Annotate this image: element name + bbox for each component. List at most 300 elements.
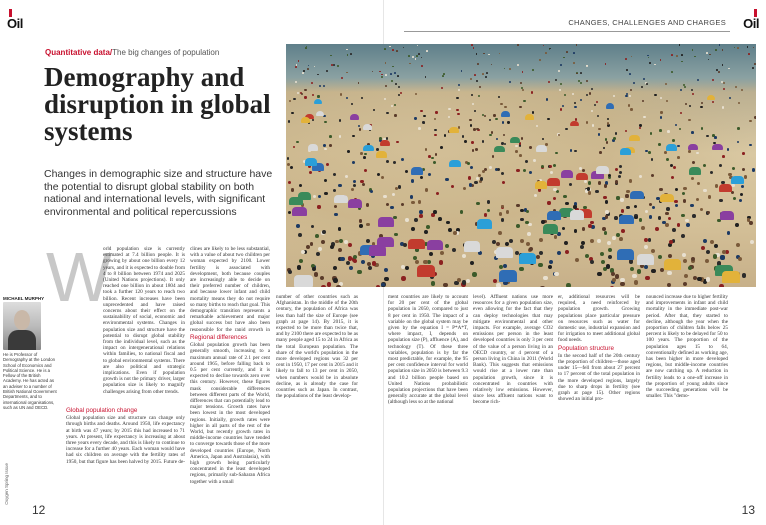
crowd-figure — [503, 134, 506, 137]
crowd-figure — [426, 225, 430, 229]
crowd-figure — [472, 149, 475, 152]
beach-tent — [298, 192, 312, 200]
article-standfirst: Changes in demographic size and structure have the potential to disrupt global stability on both national and international levels, with significant environmental and political repercussions — [44, 168, 273, 218]
crowd-figure — [482, 140, 485, 143]
crowd-figure — [573, 62, 575, 64]
crowd-figure — [385, 85, 387, 87]
crowd-figure — [326, 163, 329, 166]
crowd-figure — [666, 100, 668, 102]
crowd-figure — [423, 115, 425, 117]
crowd-figure — [483, 53, 485, 55]
crowd-figure — [700, 208, 704, 212]
crowd-figure — [376, 285, 380, 287]
crowd-figure — [646, 83, 648, 85]
crowd-figure — [457, 278, 461, 282]
crowd-figure — [738, 257, 742, 261]
crowd-figure — [419, 210, 423, 214]
crowd-figure — [507, 121, 509, 123]
crowd-figure — [599, 151, 602, 154]
crowd-figure — [681, 234, 685, 238]
crowd-figure — [542, 138, 545, 141]
body-column-7 — [646, 294, 728, 510]
crowd-figure — [578, 80, 580, 82]
crowd-figure — [384, 98, 386, 100]
crowd-figure — [740, 193, 743, 196]
crowd-figure — [384, 277, 388, 281]
crowd-figure — [290, 166, 293, 169]
crowd-figure — [431, 157, 434, 160]
crowd-figure — [446, 221, 450, 225]
crowd-figure — [487, 200, 490, 203]
crowd-figure — [598, 128, 601, 131]
crowd-figure — [448, 228, 452, 232]
crowd-figure — [684, 274, 688, 278]
crowd-figure — [603, 147, 606, 150]
crowd-figure — [540, 286, 544, 287]
crowd-figure — [462, 135, 465, 138]
beach-tent — [363, 124, 373, 130]
crowd-figure — [591, 110, 593, 112]
crowd-figure — [521, 137, 524, 140]
beach-tent — [449, 127, 459, 133]
crowd-figure — [574, 102, 576, 104]
crowd-figure — [333, 173, 336, 176]
crowd-figure — [497, 168, 500, 171]
crowd-figure — [671, 176, 674, 179]
beach-tent — [536, 145, 547, 152]
crowd-figure — [423, 260, 427, 264]
crowd-figure — [416, 55, 418, 57]
crowd-figure — [613, 137, 616, 140]
crowd-figure — [574, 106, 576, 108]
crowd-figure — [639, 127, 642, 130]
crowd-figure — [338, 184, 341, 187]
crowd-figure — [615, 180, 618, 183]
crowd-figure — [370, 190, 373, 193]
crowd-figure — [470, 261, 474, 265]
crowd-figure — [366, 239, 370, 243]
crowd-figure — [658, 255, 662, 259]
crowd-figure — [706, 135, 709, 138]
crowd-figure — [565, 128, 568, 131]
beach-tent — [301, 117, 310, 123]
crowd-figure — [324, 192, 327, 195]
crowd-figure — [725, 250, 729, 254]
crowd-figure — [338, 248, 342, 252]
crowd-figure — [527, 232, 531, 236]
crowd-figure — [754, 63, 756, 65]
crowd-figure — [719, 164, 722, 167]
crowd-figure — [749, 144, 752, 147]
crowd-figure — [299, 259, 303, 263]
crowd-figure — [558, 134, 561, 137]
crowd-figure — [445, 244, 449, 248]
crowd-figure — [344, 240, 348, 244]
crowd-figure — [679, 128, 682, 131]
crowd-figure — [604, 231, 608, 235]
crowd-figure — [714, 244, 718, 248]
crowd-figure — [340, 257, 344, 261]
crowd-figure — [353, 259, 357, 263]
crowd-figure — [346, 261, 350, 265]
crowd-figure — [632, 274, 636, 278]
crowd-figure — [366, 223, 370, 227]
crowd-figure — [288, 211, 292, 215]
crowd-figure — [705, 259, 709, 263]
crowd-figure — [363, 156, 366, 159]
crowd-figure — [346, 97, 348, 99]
crowd-figure — [317, 95, 319, 97]
crowd-figure — [515, 251, 519, 255]
crowd-figure — [480, 177, 483, 180]
crowd-figure — [613, 95, 615, 97]
crowd-figure — [612, 236, 616, 240]
crowd-figure — [545, 52, 547, 54]
crowd-figure — [619, 237, 623, 241]
crowd-figure — [671, 54, 673, 56]
crowd-figure — [735, 223, 739, 227]
crowd-figure — [415, 58, 417, 60]
crowd-figure — [345, 175, 348, 178]
crowd-figure — [667, 130, 670, 133]
crowd-figure — [670, 164, 673, 167]
crowd-figure — [312, 267, 316, 271]
crowd-figure — [405, 218, 409, 222]
crowd-figure — [582, 169, 585, 172]
crowd-figure — [680, 89, 682, 91]
crowd-figure — [386, 203, 389, 206]
crowd-figure — [358, 125, 360, 127]
crowd-figure — [472, 272, 476, 276]
crowd-figure — [333, 278, 337, 282]
body-column-6 — [558, 294, 640, 510]
crowd-figure — [603, 196, 606, 199]
crowd-figure — [324, 179, 327, 182]
crowd-figure — [550, 171, 553, 174]
beach-tent — [316, 111, 325, 116]
crowd-figure — [722, 250, 726, 254]
crowd-figure — [607, 122, 609, 124]
crowd-figure — [509, 239, 513, 243]
body-column-5 — [473, 294, 553, 510]
crowd-figure — [652, 206, 655, 209]
crowd-figure — [410, 195, 413, 198]
crowd-figure — [433, 161, 436, 164]
crowd-figure — [489, 166, 492, 169]
crowd-figure — [688, 150, 691, 153]
crowd-figure — [732, 167, 735, 170]
crowd-figure — [644, 245, 648, 249]
crowd-figure — [634, 205, 637, 208]
crowd-figure — [582, 227, 586, 231]
crowd-figure — [672, 139, 675, 142]
author-bio: He is Professor of Demography at the London School of Economics and Political Science. He is a Fellow of the British Academy. He has acted as an adviser to a number of British National Government Departments, and to international organisations, such as UN and OECD. — [3, 352, 57, 410]
crowd-figure — [401, 276, 405, 280]
crowd-figure — [351, 188, 354, 191]
crowd-figure — [749, 221, 753, 225]
crowd-figure — [742, 152, 745, 155]
crowd-figure — [616, 196, 619, 199]
crowd-figure — [686, 223, 690, 227]
crowd-figure — [364, 153, 367, 156]
crowd-figure — [298, 233, 302, 237]
crowd-figure — [442, 75, 444, 77]
crowd-figure — [625, 58, 627, 60]
crowd-figure — [677, 223, 681, 227]
page-number-left: 12 — [32, 503, 46, 517]
crowd-figure — [548, 265, 552, 269]
crowd-figure — [523, 169, 526, 172]
crowd-figure — [392, 49, 394, 51]
crowd-figure — [681, 214, 685, 218]
crowd-figure — [555, 79, 557, 81]
crowd-figure — [353, 255, 357, 259]
crowd-figure — [554, 235, 558, 239]
crowd-figure — [477, 63, 479, 65]
crowd-figure — [340, 93, 342, 95]
crowd-figure — [496, 242, 500, 246]
crowd-figure — [651, 249, 655, 253]
crowd-figure — [366, 203, 369, 206]
crowd-figure — [425, 188, 428, 191]
crowd-figure — [707, 211, 711, 215]
crowd-figure — [626, 206, 629, 209]
crowd-figure — [414, 218, 418, 222]
crowd-figure — [299, 184, 302, 187]
crowd-figure — [500, 103, 502, 105]
crowd-figure — [682, 192, 685, 195]
crowd-figure — [664, 151, 667, 154]
body-text: nounced increase due to higher fertility and improvements in infant and child mortality in the immediate post-war period. After that, they started to decline, although the year when the proportion of children falls below 25 percent is likely to be delayed for 50 to 100 years. The proportion of the population ages 15 to 64, conventionally defined as working age, has been higher in more developed regions, but middle-income countries are now catching up. A reduction in fertility leads to a one-off increase in the proportion of young adults since the succeeding generations will be smaller. This "demo- — [646, 294, 728, 400]
crowd-figure — [671, 71, 673, 73]
beach-tent — [619, 215, 634, 224]
crowd-figure — [666, 207, 670, 211]
crowd-figure — [607, 241, 611, 245]
crowd-figure — [720, 255, 724, 259]
beach-tent — [449, 160, 461, 167]
crowd-figure — [330, 245, 334, 249]
crowd-figure — [669, 240, 673, 244]
crowd-figure — [628, 104, 630, 106]
crowd-figure — [423, 122, 425, 124]
crowd-figure — [329, 144, 332, 147]
crowd-figure — [429, 252, 433, 256]
beach-tent — [547, 211, 562, 220]
article-title: Demography and disruption in global systems — [44, 62, 271, 146]
crowd-figure — [630, 108, 632, 110]
crowd-figure — [471, 141, 474, 144]
beach-tent — [305, 158, 317, 165]
crowd-figure — [722, 106, 724, 108]
beach-tent — [666, 144, 677, 151]
crowd-figure — [634, 216, 638, 220]
crowd-figure — [564, 241, 568, 245]
crowd-figure — [741, 185, 744, 188]
crowd-figure — [323, 144, 326, 147]
crowd-figure — [693, 276, 697, 280]
crowd-figure — [503, 264, 507, 268]
crowd-figure — [701, 127, 704, 130]
crowd-figure — [752, 168, 755, 171]
beach-tent — [689, 167, 701, 175]
crowd-figure — [534, 194, 537, 197]
crowd-figure — [448, 116, 450, 118]
beach-crowd-photo — [286, 44, 756, 287]
crowd-figure — [322, 230, 326, 234]
crowd-figure — [493, 279, 497, 283]
crowd-figure — [359, 128, 362, 131]
crowd-figure — [439, 260, 443, 264]
crowd-figure — [359, 224, 363, 228]
crowd-figure — [398, 94, 400, 96]
crowd-figure — [502, 121, 504, 123]
beach-tent — [292, 207, 306, 216]
crowd-figure — [659, 188, 662, 191]
body-text: orld population size is currently estimated at 7.4 billion people. It is growing by about one billion every 12 years, and it is expected to double from 4 to 8 billion between 1974 and 2025 (United Nations projections). It only reached one billion in about 1804 and took a further 120 years to reach two billion. Recent increases have been unprecedented and have raised concerns about their effect on the sustainability of social, economic and environmental systems. Changes in population size and structure have the potential to disrupt global stability from the individual level, such as the impact on intergenerational relations within families, to national fiscal and to global environmental systems. There are also political and strategic implications. Even if population growth is not the primary driver, larger population size is likely to magnify challenges arising from other trends. — [103, 246, 185, 395]
beach-tent — [707, 95, 715, 100]
crowd-figure — [482, 73, 484, 75]
crowd-figure — [519, 267, 523, 271]
crowd-figure — [337, 65, 339, 67]
beach-tent — [519, 253, 536, 264]
crowd-figure — [629, 73, 631, 75]
crowd-figure — [324, 148, 327, 151]
crowd-figure — [620, 282, 624, 286]
crowd-figure — [506, 210, 510, 214]
crowd-figure — [674, 200, 677, 203]
crowd-figure — [526, 242, 530, 246]
crowd-figure — [591, 88, 593, 90]
crowd-figure — [675, 204, 678, 207]
crowd-figure — [529, 247, 533, 251]
beach-tent — [606, 103, 614, 108]
crowd-figure — [372, 261, 376, 265]
crowd-figure — [625, 194, 628, 197]
crowd-figure — [293, 98, 295, 100]
beach-tent — [477, 219, 492, 228]
beach-tent — [314, 99, 322, 104]
beach-tent — [576, 173, 588, 181]
crowd-figure — [441, 87, 443, 89]
crowd-figure — [418, 53, 420, 55]
crowd-figure — [501, 218, 505, 222]
crowd-figure — [553, 164, 556, 167]
crowd-figure — [472, 103, 474, 105]
crowd-figure — [397, 75, 399, 77]
crowd-figure — [357, 270, 361, 274]
crowd-figure — [558, 70, 560, 72]
crowd-figure — [719, 199, 722, 202]
crowd-figure — [605, 200, 608, 203]
beach-tent — [348, 199, 362, 208]
crowd-figure — [629, 260, 633, 264]
crowd-figure — [434, 118, 436, 120]
crowd-figure — [555, 152, 558, 155]
crowd-figure — [505, 242, 509, 246]
crowd-figure — [608, 255, 612, 259]
crowd-figure — [289, 100, 291, 102]
crowd-figure — [742, 168, 745, 171]
crowd-figure — [393, 216, 397, 220]
crowd-figure — [565, 250, 569, 254]
crowd-figure — [435, 111, 437, 113]
crowd-figure — [347, 150, 350, 153]
crowd-figure — [440, 251, 444, 255]
beach-tent — [535, 181, 548, 189]
crowd-figure — [691, 131, 694, 134]
crowd-figure — [431, 213, 435, 217]
crowd-figure — [515, 150, 518, 153]
crowd-figure — [463, 187, 466, 190]
crowd-figure — [651, 158, 654, 161]
crowd-figure — [554, 272, 558, 276]
crowd-figure — [495, 118, 497, 120]
beach-tent — [570, 121, 579, 127]
crowd-figure — [379, 137, 382, 140]
body-text: Global population size and structure can change only through births and deaths. Around 1950, life expectancy at birth was 47 years; by 2015 this had increased to 71 years. At present, life expectancy is increasing at about three years every decade, and this is likely to continue to increase for a further 40 years. Each woman would have had six children on average with the fertility rates of 1950, but that figure has been halved by 2015. Future de- — [66, 415, 185, 465]
crowd-figure — [625, 95, 627, 97]
crowd-figure — [606, 141, 609, 144]
crowd-figure — [685, 219, 689, 223]
crowd-figure — [311, 82, 313, 84]
crowd-figure — [302, 72, 304, 74]
crowd-figure — [715, 184, 718, 187]
body-column-3 — [276, 294, 358, 510]
crowd-figure — [296, 141, 299, 144]
crowd-figure — [660, 97, 662, 99]
crowd-figure — [733, 197, 736, 200]
beach-tent — [417, 265, 435, 276]
crowd-figure — [565, 202, 568, 205]
crowd-figure — [594, 104, 596, 106]
crowd-figure — [443, 283, 447, 287]
crowd-figure — [431, 281, 435, 285]
crowd-figure — [681, 54, 683, 56]
crowd-figure — [516, 169, 519, 172]
crowd-figure — [619, 171, 622, 174]
crowd-figure — [706, 52, 708, 54]
crowd-figure — [658, 216, 662, 220]
crowd-figure — [349, 266, 353, 270]
beach-tent — [363, 145, 374, 152]
crowd-figure — [549, 260, 553, 264]
crowd-figure — [341, 77, 343, 79]
body-column-4 — [388, 294, 468, 510]
crowd-figure — [590, 260, 594, 264]
crowd-figure — [649, 62, 651, 64]
crowd-figure — [701, 102, 703, 104]
crowd-figure — [641, 226, 645, 230]
crowd-figure — [310, 242, 314, 246]
crowd-figure — [580, 245, 584, 249]
crowd-figure — [651, 269, 655, 273]
crowd-figure — [677, 145, 680, 148]
crowd-figure — [589, 92, 591, 94]
beach-tent — [543, 224, 558, 234]
crowd-figure — [515, 145, 518, 148]
crowd-figure — [396, 141, 399, 144]
crowd-figure — [675, 124, 677, 126]
crowd-figure — [691, 177, 694, 180]
crowd-figure — [526, 210, 530, 214]
crowd-figure — [563, 195, 566, 198]
crowd-figure — [466, 279, 470, 283]
crowd-figure — [645, 276, 649, 280]
beach-tent — [731, 176, 744, 184]
crowd-figure — [364, 169, 367, 172]
beach-tent — [334, 195, 348, 204]
crowd-figure — [470, 124, 472, 126]
